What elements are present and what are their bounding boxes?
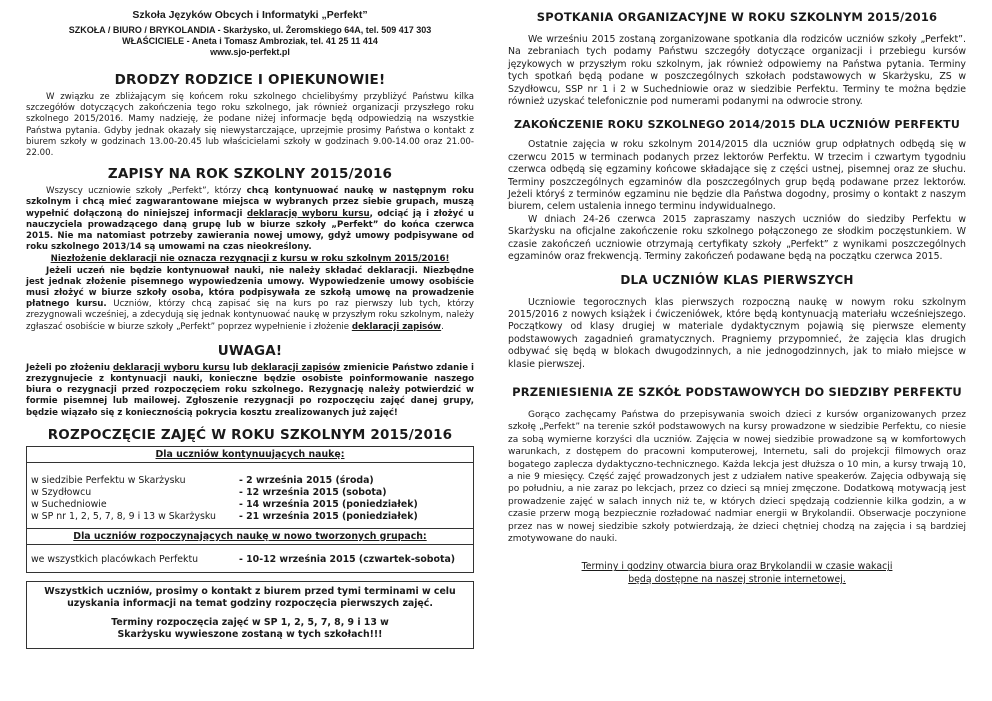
section-title-first-grade: DLA UCZNIÓW KLAS PIERWSZYCH bbox=[620, 272, 854, 287]
table-row: w Suchedniowie - 14 września 2015 (poniedziałek) bbox=[31, 499, 418, 511]
new-students-heading: Dla uczniów rozpoczynających naukę w nowo tworzonych grupach: bbox=[27, 528, 473, 545]
enrollment-paragraph-1: Wszyscy uczniowie szkoły „Perfekt”, którzy chcą kontynuować naukę w następnym roku szkolnym i chcą mieć zagwarantowane miejsca w wybranych przez siebie grupach, muszą wypełnić dołączoną do niniejszej informacji deklarację wyboru kursu, odciąć ją i złożyć u nauczyciela prowadzącego daną grupę lub w biurze szkoły „Perfekt” do końca czerwca 2015. Nie ma natomiast potrzeby zawierania nowej umowy, gdyż umowy podpisywane od roku szkolnego 2013/14 są umowami na czas nieokreślony. bbox=[26, 186, 474, 253]
section-title-start: ROZPOCZĘCIE ZAJĘĆ W ROKU SZKOLNYM 2015/2016 bbox=[47, 426, 453, 443]
address-line: SZKOŁA / BIURO / BRYKOLANDIA - Skarżysko, ul. Żeromskiego 64A, tel. 509 417 303 bbox=[68, 25, 432, 35]
website-link[interactable]: www.sjo-perfekt.pl bbox=[210, 47, 290, 57]
course-declaration-link: deklarację wyboru kursu bbox=[246, 208, 370, 219]
summer-hours-notice: Terminy i godziny otwarcia biura oraz Brykolandii w czasie wakacji będą dostępne na naszej stronie internetowej. bbox=[581, 561, 893, 585]
table-row: we wszystkich placówkach Perfektu - 10-12 września 2015 (czwartek-sobota) bbox=[31, 553, 456, 565]
right-column bbox=[508, 0, 966, 586]
school-name: Szkoła Języków Obcych i Informatyki „Perfekt” bbox=[132, 9, 368, 21]
letterhead bbox=[26, 8, 474, 58]
enrollment-note: Niezłożenie deklaracji nie oznacza rezygnacji z kursu w roku szkolnym 2015/2016! bbox=[50, 254, 450, 265]
table-row: w Szydłowcu - 12 września 2015 (sobota) bbox=[31, 487, 387, 499]
transfers-paragraph: Gorąco zachęcamy Państwa do przepisywania swoich dzieci z kursów organizowanych przez szkołę „Perfekt” na terenie szkół podstawowych na kursy prowadzone w siedzibie Perfektu, co niesie za sobą wymierne korzyści dla uczniów. Zajęcia w nowej siedzibie prowadzone są w komfortowych warunkach, z dostępem do pracowni komputerowej, Internetu, sali do projekcji filmowych oraz bogatego zaplecza dydaktyczno-technicznego. Każda lekcja jest dłuższa o 10 min, a kursy trwają 10, a nie 9 miesięcy. Część zajęć prowadzonych jest z udziałem native speakerów. Zajęcia odbywają się po południu, a nie zaraz po lekcjach, przez co dzieci są mniej zmęczone. Dodatkową motywacją jest prowadzenie zajęć w salach innych niż te, w których dzieci spędzają codziennie kilka godzin, a w czasie przerw mogą bezpiecznie rozładować nadmiar energii w Brykolandii. Obserwacje poczynione przez nas w nowej siedzibie szkoły potwierdzają, że dzieci chętniej chodzą na zajęcia i są bardziej zmotywowane do nauki. bbox=[508, 409, 966, 544]
section-title-enrollment: ZAPISY NA ROK SZKOLNY 2015/2016 bbox=[107, 166, 393, 183]
table-row: w SP nr 1, 2, 5, 7, 8, 9 i 13 w Skarżysku - 21 września 2015 (poniedziałek) bbox=[31, 511, 418, 523]
continuing-dates-table bbox=[31, 475, 471, 524]
registration-declaration-link: deklaracji zapisów bbox=[351, 321, 442, 332]
section-title-year-end: ZAKOŃCZENIE ROKU SZKOLNEGO 2014/2015 DLA UCZNIÓW PERFEKTU bbox=[513, 118, 960, 132]
left-column bbox=[26, 0, 474, 649]
section-title-transfers: PRZENIESIENIA ZE SZKÓŁ PODSTAWOWYCH DO SIEDZIBY PERFEKTU bbox=[512, 384, 962, 399]
section-title-meetings: SPOTKANIA ORGANIZACYJNE W ROKU SZKOLNYM 2015/2016 bbox=[536, 10, 938, 24]
contact-notice-box bbox=[26, 581, 474, 649]
section-title-attention: UWAGA! bbox=[217, 342, 283, 359]
year-end-paragraph-1: Ostatnie zajęcia w roku szkolnym 2014/2015 dla uczniów grup odpłatnych odbędą się w czerwcu 2015 w terminach podanych przez lektorów Perfektu. W trzecim i czwartym tygodniu czerwca odbędą się egzaminy końcowe składające się z części ustnej, pisemnej oraz ze słuchu. Terminy poszczególnych egzaminów dla poszczególnych grup będą podawane przez lektorów. Jeżeli któryś z terminów egzaminu nie będzie dla Państwa dogodny, prosimy o kontakt z naszym biurem, celem ustalenia innego terminu indywidualnego. bbox=[508, 139, 966, 213]
start-dates-box bbox=[26, 446, 474, 573]
parents-paragraph: W związku ze zbliżającym się końcem roku szkolnego chcielibyśmy przybliżyć Państwu kilka szczegółów dotyczących zakończenia tego roku szkolnego, jak również organizacji przyszłego roku szkolnego 2015/2016. Mamy nadzieję, że podane niżej informacje będą odpowiedzią na wszystkie Państwa pytania. Gdyby jednak okazały się niewystarczające, uprzejmie prosimy Państwa o kontakt z biurem szkoły w godzinach 13.00-20.45 lub właścicielami szkoły w godzinach 9.00-14.00 oraz 21.00-22.00. bbox=[26, 92, 474, 159]
new-dates-table bbox=[31, 554, 471, 566]
meetings-paragraph: We wrześniu 2015 zostaną zorganizowane spotkania dla rodziców uczniów szkoły „Perfekt”. Na zebraniach tych podamy Państwu szczegóły dotyczące organizacji i przebiegu kursów językowych w przyszłym roku szkolnym, jak również odpowiemy na Państwa pytania. Terminy tych spotkań będą podane w poszczególnych szkołach podstawowych w Skarżysku, ZS w Szydłowcu, SSP nr 1 i 2 w Suchedniowie oraz w siedzibie Perfektu. Terminy te można będzie również uzyskać telefonicznie pod numerami podanymi na odwrocie strony. bbox=[508, 34, 966, 108]
attention-paragraph: Jeżeli po złożeniu deklaracji wyboru kursu lub deklaracji zapisów zmienicie Państwo zdanie i zrezygnujecie z kontynuacji nauki, konieczne będzie osobiste poinformowanie naszego biura o rezygnacji przed rozpoczęciem roku szkolnego. Rezygnację należy potwierdzić w formie pisemnej lub mailowej. Zgłoszenie rezygnacji po rozpoczęciu zajęć danej grupy, będzie wiązało się z koniecznością pokrycia kosztu zrealizowanych już zajęć! bbox=[26, 362, 474, 418]
owners-line: WŁAŚCICIELE - Aneta i Tomasz Ambroziak, tel. 41 25 11 414 bbox=[122, 36, 378, 46]
section-title-parents: DRODZY RODZICE I OPIEKUNOWIE! bbox=[114, 72, 386, 88]
year-end-paragraph-2: W dniach 24-26 czerwca 2015 zapraszamy naszych uczniów do siedziby Perfektu w Skarżysku na oficjalne zakończenie roku szkolnego połączonego ze słodkim poczęstunkiem. W czasie zakończeń uczniowie otrzymają certyfikaty szkoły „Perfekt” z wynikami poszczególnych egzaminów oraz frekwencją. Terminy zakończeń podawane będą na początku czerwca 2015. bbox=[508, 213, 966, 263]
continuing-students-heading: Dla uczniów kontynuujących naukę: bbox=[27, 447, 473, 463]
table-row: w siedzibie Perfektu w Skarżysku - 2 września 2015 (środa) bbox=[31, 474, 374, 486]
primary-school-notice: Terminy rozpoczęcia zajęć w SP 1, 2, 5, 7, 8, 9 i 13 w Skarżysku wywieszone zostaną w tych szkołach!!! bbox=[111, 616, 389, 641]
enrollment-paragraph-2: Jeżeli uczeń nie będzie kontynuował nauki, nie należy składać deklaracji. Niezbędne jest jednak złożenie pisemnego wypowiedzenia umowy. Wypowiedzenie umowy osobiście musi złożyć w biurze szkoły osoba, która podpisywała ze szkołą umowę na prowadzenie płatnego kursu. Uczniów, którzy chcą zapisać się na kurs po raz pierwszy lub tych, którzy zrezygnowali wcześniej, a zdecydują się jednak kontynuować naukę w przyszłym roku szkolnym, należy zgłaszać osobiście w biurze szkoły „Perfekt” poprzez wypełnienie i złożenie deklaracji zapisów. bbox=[26, 265, 474, 332]
contact-notice: Wszystkich uczniów, prosimy o kontakt z biurem przed tymi terminami w celu uzyskania informacji na temat godziny rozpoczęcia pierwszych zajęć. bbox=[44, 585, 456, 610]
first-grade-paragraph: Uczniowie tegorocznych klas pierwszych rozpoczną naukę w nowym roku szkolnym 2015/2016 z nowych książek i ćwiczeniówek, które będą kontynuacją materiału wcześniejszego. Początkowy od klasy drugiej w materiale dydaktycznym pojawią się pierwsze elementy podstawowych zagadnień gramatycznych. Pragniemy przypomnieć, że zajęcia klas drugich odbywać się będą w blokach dwugodzinnych, a nie jednogodzinnych, jak to miało miejsce w klasie pierwszej. bbox=[508, 296, 966, 370]
